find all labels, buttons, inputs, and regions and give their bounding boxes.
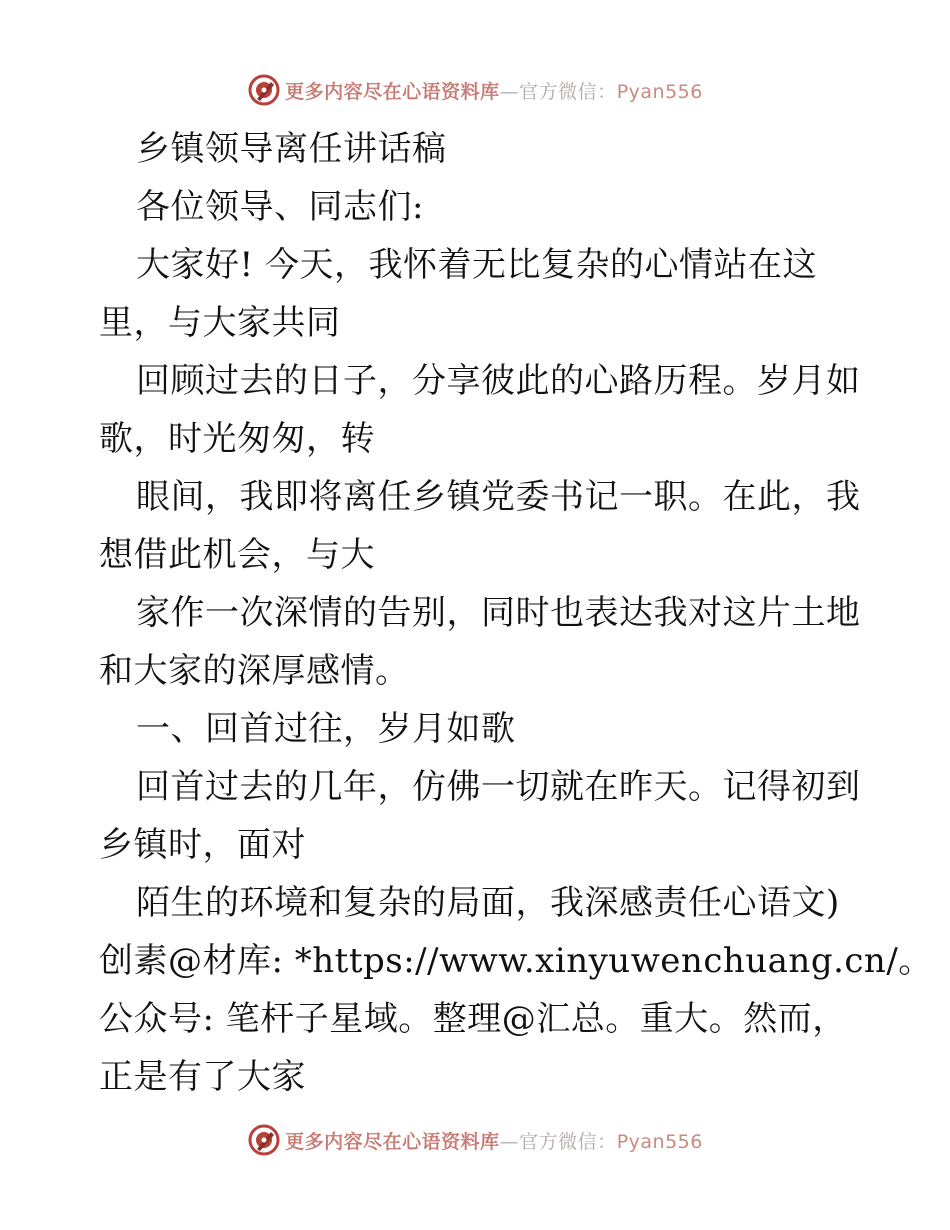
watermark-wechat-label: 官方微信： [519,80,617,103]
watermark-dash: — [499,1130,520,1153]
section-heading: 一、回首过往，岁月如歌 [136,709,516,749]
paragraph-line: 正是有了大家 [99,1057,306,1097]
pen-nib-logo-icon [247,1123,281,1157]
pen-nib-logo-icon [247,73,281,107]
document-title: 乡镇领导离任讲话稿 [136,129,447,169]
watermark-dash: — [499,80,520,103]
paragraph-line: 创素@材库: *https://www.xinyuwenchuang.cn/。 [99,941,933,981]
paragraph-line: 歌，时光匆匆，转 [99,419,375,459]
paragraph-line: 和大家的深厚感情。 [99,651,410,691]
paragraph-line: 乡镇时，面对 [99,825,306,865]
watermark-wechat-handle: Pyan556 [616,1130,703,1153]
header-watermark-banner [0,72,950,108]
watermark-library-text: 更多内容尽在心语资料库 [285,80,500,103]
watermark-wechat-label: 官方微信： [519,1130,617,1153]
watermark-text [285,77,703,104]
watermark-text [285,1127,703,1154]
watermark-wechat-handle: Pyan556 [616,80,703,103]
paragraph-line: 眼间，我即将离任乡镇党委书记一职。在此，我 [136,477,861,517]
paragraph-line: 公众号: 笔杆子星域。整理@汇总。重大。然而， [99,999,847,1039]
salutation: 各位领导、同志们: [136,187,424,227]
paragraph-line: 想借此机会，与大 [99,535,375,575]
footer-watermark-banner [0,1122,950,1158]
paragraph-line: 里，与大家共同 [99,303,341,343]
paragraph-line: 家作一次深情的告别，同时也表达我对这片土地 [136,593,861,633]
watermark-library-text: 更多内容尽在心语资料库 [285,1130,500,1153]
paragraph-line: 回首过去的几年，仿佛一切就在昨天。记得初到 [136,767,861,807]
paragraph-line: 陌生的环境和复杂的局面，我深感责任心语文) [136,883,840,923]
document-body [99,120,933,1106]
paragraph-line: 回顾过去的日子，分享彼此的心路历程。岁月如 [136,361,861,401]
paragraph-line: 大家好! 今天，我怀着无比复杂的心情站在这 [136,245,817,285]
